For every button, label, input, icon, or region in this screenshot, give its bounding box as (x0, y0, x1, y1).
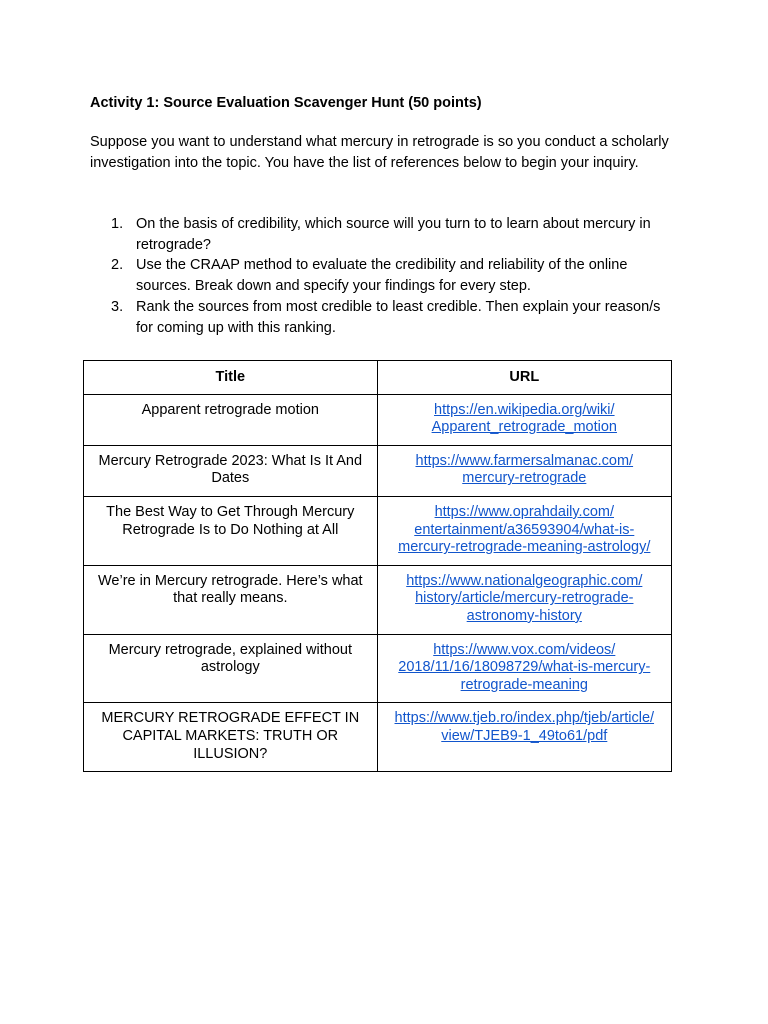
source-title-cell: Apparent retrograde motion (84, 394, 378, 445)
source-title-cell: We’re in Mercury retrograde. Here’s what that really means. (84, 565, 378, 634)
source-url-link[interactable] (416, 453, 634, 487)
source-title-cell: The Best Way to Get Through Mercury Retrograde Is to Do Nothing at All (84, 496, 378, 565)
source-title-cell: Mercury Retrograde 2023: What Is It And Dates (84, 445, 378, 496)
question-item (90, 214, 681, 255)
question-list (90, 214, 690, 338)
question-item (90, 255, 681, 296)
url-line: entertainment/a36593904/what-is- (414, 521, 635, 538)
source-url-cell (377, 496, 671, 565)
url-line: view/TJEB9-1_49to61/pdf (441, 727, 608, 744)
url-column-header: URL (377, 361, 671, 395)
question-text: Use the CRAAP method to evaluate the credibility and reliability of the online sources. Break down and specify your findings for every step. (136, 257, 628, 295)
url-line: mercury-retrograde-meaning-astrology/ (398, 539, 651, 556)
sources-table (83, 360, 672, 772)
source-title-cell: Mercury retrograde, explained without astrology (84, 634, 378, 703)
title-column-header: Title (84, 361, 378, 395)
url-line: mercury-retrograde (462, 470, 587, 487)
url-line: 2018/11/16/18098729/what-is-mercury- (398, 659, 651, 676)
source-title-cell: MERCURY RETROGRADE EFFECT IN CAPITAL MARKETS: TRUTH OR ILLUSION? (84, 703, 378, 772)
source-url-link[interactable] (398, 642, 650, 693)
source-url-cell (377, 394, 671, 445)
source-url-link[interactable] (398, 504, 650, 555)
url-line: astronomy-history (466, 607, 582, 624)
table-row (84, 394, 672, 445)
source-url-link[interactable] (432, 402, 617, 436)
source-url-link[interactable] (406, 573, 642, 624)
table-row (84, 496, 672, 565)
url-line: https://www.tjeb.ro/index.php/tjeb/article/ (394, 710, 655, 727)
url-line: history/article/mercury-retrograde- (415, 590, 634, 607)
url-line: https://www.farmersalmanac.com/ (415, 452, 634, 469)
url-line: https://www.oprahdaily.com/ (434, 503, 615, 520)
url-line: retrograde-meaning (460, 676, 588, 693)
table-row (84, 703, 672, 772)
question-item (90, 297, 681, 338)
activity-title: Activity 1: Source Evaluation Scavenger Hunt (50 points) (90, 95, 482, 111)
url-line: https://www.nationalgeographic.com/ (406, 572, 643, 589)
url-line: Apparent_retrograde_motion (431, 419, 617, 436)
table-header-row (84, 361, 672, 395)
table-row (84, 445, 672, 496)
table-row (84, 565, 672, 634)
source-url-cell (377, 703, 671, 772)
question-number: 3. (111, 298, 124, 315)
question-text: Rank the sources from most credible to least credible. Then explain your reason/s for coming up with this ranking. (136, 298, 661, 336)
source-url-cell (377, 445, 671, 496)
question-text: On the basis of credibility, which source will you turn to to learn about mercury in retrograde? (136, 216, 651, 253)
source-url-link[interactable] (395, 710, 655, 744)
source-url-cell (377, 565, 671, 634)
intro-paragraph: Suppose you want to understand what mercury in retrograde is so you conduct a scholarly investigation into the topic. You have the list of references below to begin your inquiry. (90, 134, 669, 171)
url-line: https://www.vox.com/videos/ (433, 641, 616, 658)
source-url-cell (377, 634, 671, 703)
table-row (84, 634, 672, 703)
question-number: 2. (111, 257, 124, 274)
url-line: https://en.wikipedia.org/wiki/ (434, 401, 615, 418)
question-number: 1. (111, 216, 124, 232)
